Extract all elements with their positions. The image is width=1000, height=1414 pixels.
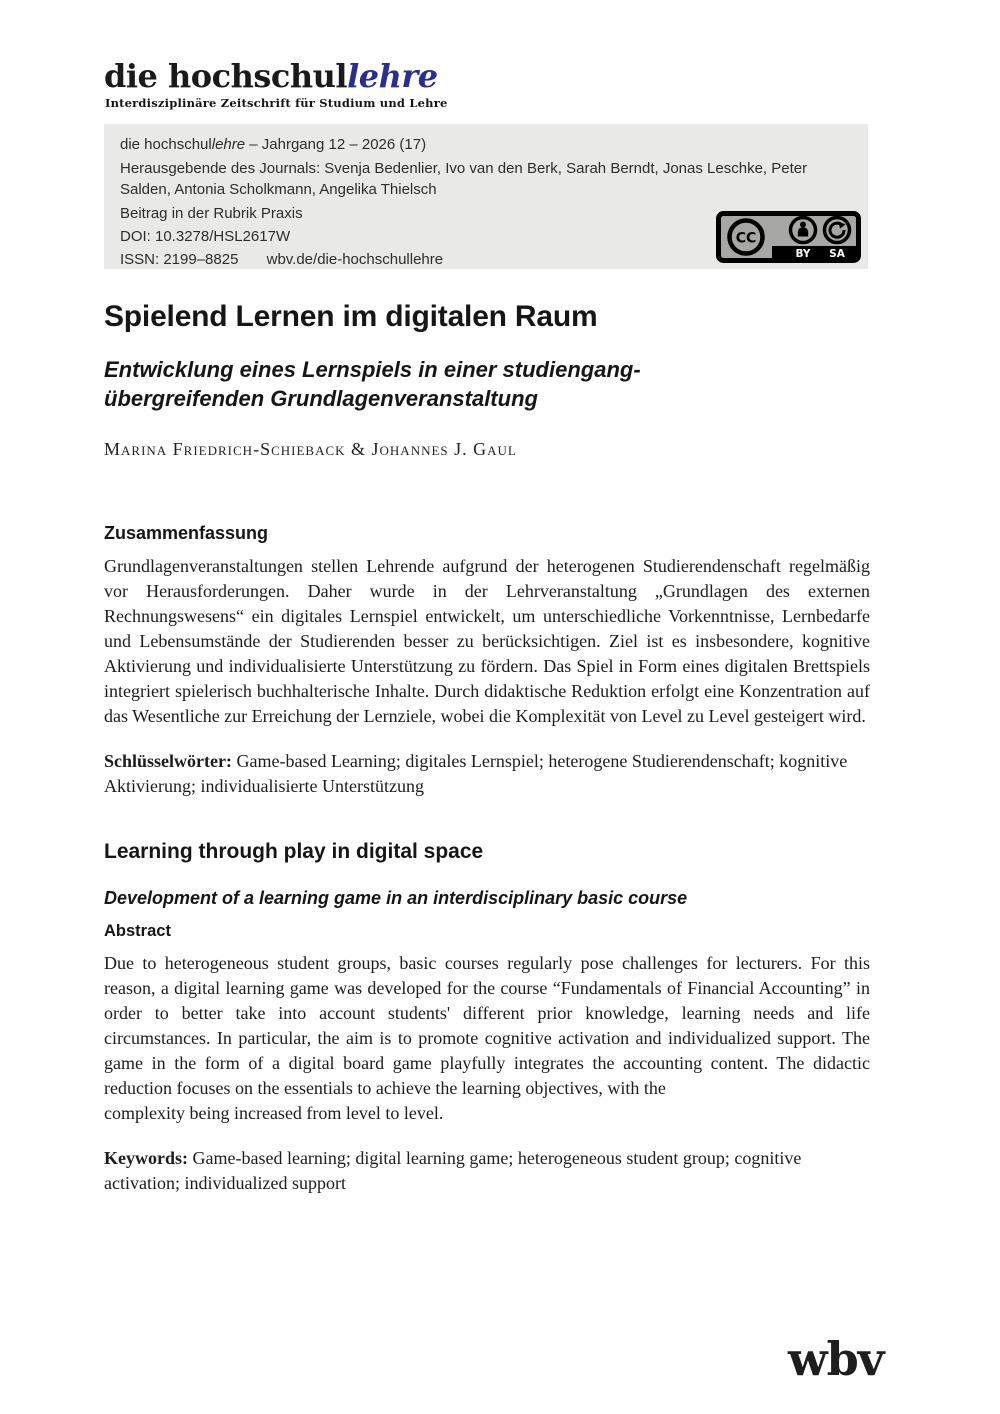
abstract-de-heading: Zusammenfassung bbox=[104, 523, 269, 543]
journal-issue-line bbox=[120, 134, 852, 155]
journal-name: die hochschul bbox=[120, 136, 212, 153]
keywords-de bbox=[104, 749, 870, 799]
abstract-en-part2: complexity being increased from level to level. bbox=[104, 1103, 444, 1123]
keywords-en-text: Game-based learning; digital learning game; heterogeneous student group; cognitive activation; individualized support bbox=[104, 1148, 802, 1193]
sa-label: SA bbox=[829, 248, 845, 260]
subtitle-de-line1: Entwicklung eines Lernspiels in einer studiengang- bbox=[104, 357, 641, 382]
article-title-de: Spielend Lernen im digitalen Raum bbox=[104, 300, 598, 333]
article-subtitle-de bbox=[104, 355, 870, 413]
journal-tagline: Interdisziplinäre Zeitschrift für Studium und Lehre bbox=[105, 96, 448, 110]
keywords-en bbox=[104, 1146, 870, 1196]
abstract-en-heading: Abstract bbox=[104, 922, 171, 940]
journal-website-link[interactable]: wbv.de/die-hochschullehre bbox=[266, 251, 444, 268]
article-subtitle-en: Development of a learning game in an interdisciplinary basic course bbox=[104, 888, 688, 908]
cc-by-sa-license-badge bbox=[716, 211, 861, 263]
publisher-logo-wbv: wbv bbox=[788, 1332, 884, 1386]
editors-line: Herausgebende des Journals: Svenja Bedenlier, Ivo van den Berk, Sarah Berndt, Jonas Leschke, Peter Salden, Antonia Scholkmann, Angelika Thielsch bbox=[120, 160, 808, 198]
journal-logo-blue: lehre bbox=[347, 57, 438, 95]
abstract-en-text bbox=[104, 951, 870, 1126]
author-names: Marina Friedrich-Schieback & Johannes J. Gaul bbox=[104, 439, 517, 459]
article-title-en: Learning through play in digital space bbox=[104, 840, 484, 863]
journal-logo bbox=[104, 57, 438, 95]
issn-number: ISSN: 2199–8825 bbox=[120, 251, 239, 268]
cc-by-sa-badge-graphic bbox=[716, 211, 861, 263]
keywords-de-text: Game-based Learning; digitales Lernspiel; heterogene Studierendenschaft; kognitive Aktivierung; individualisierte Unterstützung bbox=[104, 751, 848, 796]
keywords-de-label: Schlüsselwörter: bbox=[104, 751, 232, 771]
journal-name-italic: lehre bbox=[211, 136, 246, 153]
journal-logo-black: die hochschul bbox=[104, 57, 348, 95]
svg-text:CC: CC bbox=[735, 230, 757, 247]
by-label: BY bbox=[795, 248, 811, 260]
subtitle-de-line2: übergreifenden Grundlagenveranstaltung bbox=[104, 386, 538, 411]
article-content bbox=[104, 299, 870, 1196]
rubric-line: Beitrag in der Rubrik Praxis bbox=[120, 205, 303, 222]
doi-line: DOI: 10.3278/HSL2617W bbox=[120, 228, 291, 245]
keywords-en-label: Keywords: bbox=[104, 1148, 188, 1168]
abstract-de-text: Grundlagenveranstaltungen stellen Lehrende aufgrund der heterogenen Studierendenschaft regelmäßig vor Herausforderungen. Daher wurde in der Lehrveranstaltung „Grundlagen des externen Rechnungswesens“ ein digitales Lernspiel entwickelt, um unterschiedliche Vorkenntnisse, Lernbedarfe und Lebensumstände der Studierenden besser zu berücksichtigen. Ziel ist es insbesondere, kognitive Aktivierung und individualisierte Unterstützung zu fördern. Das Spiel in Form eines digitalen Brettspiels integriert spielerisch buchhalterische Inhalte. Durch didaktische Reduktion erfolgt eine Konzentration auf das Wesentliche zur Erreichung der Lernziele, wobei die Komplexität von Level zu Level gesteigert wird. bbox=[104, 556, 870, 726]
abstract-en-part1: Due to heterogeneous student groups, basic courses regularly pose challenges for lecturers. For this reason, a digital learning game was developed for the course “Fundamentals of Financial Accounting” in order to better take into account students' different prior knowledge, learning needs and life circumstances. In particular, the aim is to promote cognitive activation and individualized support. The game in the form of a digital board game playfully integrates the accounting content. The didactic reduction focuses on the essentials to achieve the learning objectives, with the bbox=[104, 953, 870, 1098]
issue-info: – Jahrgang 12 – 2026 (17) bbox=[245, 136, 427, 153]
